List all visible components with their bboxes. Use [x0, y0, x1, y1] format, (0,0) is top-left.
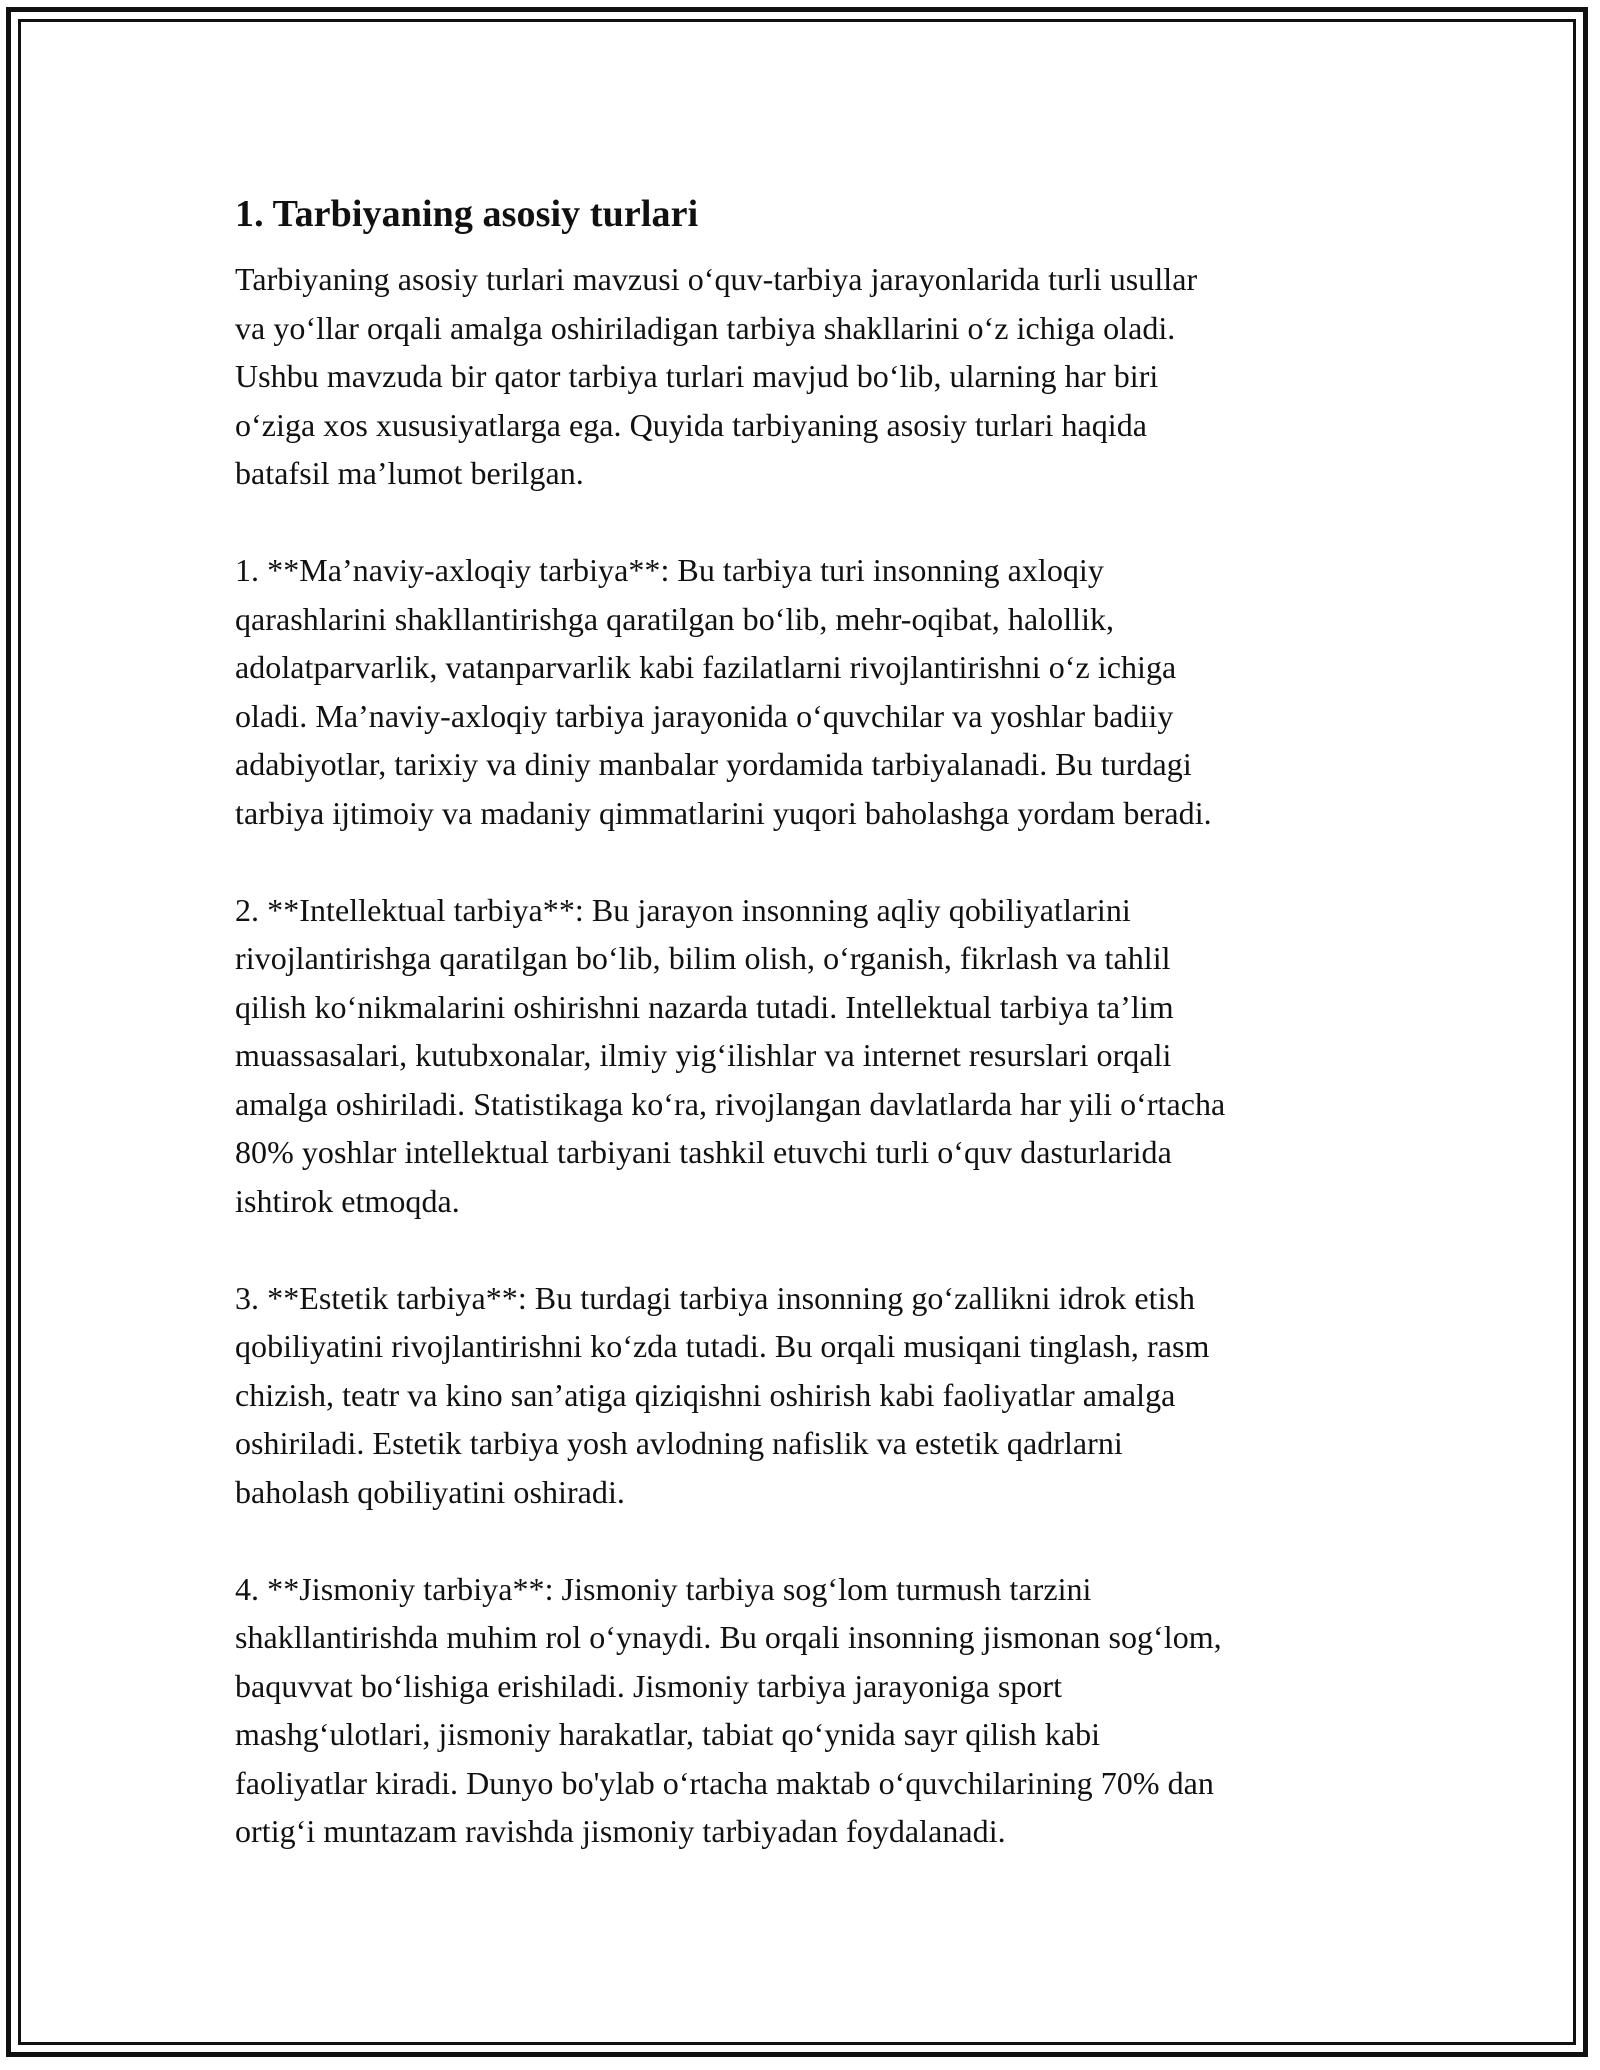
- intro-paragraph: [235, 255, 1375, 498]
- text-line: 4. **Jismoniy tarbiya**: Jismoniy tarbiya sog‘lom turmush tarzini: [235, 1570, 1092, 1607]
- text-line: 1. **Ma’naviy-axloqiy tarbiya**: Bu tarbiya turi insonning axloqiy: [235, 552, 1104, 588]
- text-line: oshiriladi. Estetik tarbiya yosh avlodning nafislik va estetik qadrlarni: [235, 1425, 1123, 1461]
- text-line: rivojlantirishga qaratilgan bo‘lib, bilim olish, o‘rganish, fikrlash va tahlil: [235, 940, 1171, 976]
- text-line: qilish ko‘nikmalarini oshirishni nazarda tutadi. Intellektual tarbiya ta’lim: [235, 988, 1174, 1025]
- text-line: tarbiya ijtimoiy va madaniy qimmatlarini yuqori baholashga yordam beradi.: [235, 794, 1212, 831]
- section-title: 1. Tarbiyaning asosiy turlari: [235, 193, 699, 235]
- text-line: qarashlarini shakllantirishga qaratilgan bo‘lib, mehr-oqibat, halollik,: [235, 600, 1115, 637]
- text-line: o‘ziga xos xususiyatlarga ega. Quyida tarbiyaning asosiy turlari haqida: [235, 406, 1148, 443]
- text-line: baquvvat bo‘lishiga erishiladi. Jismoniy tarbiya jarayoniga sport: [235, 1667, 1063, 1704]
- text-line: oladi. Ma’naviy-axloqiy tarbiya jarayonida o‘quvchilar va yoshlar badiiy: [235, 697, 1174, 734]
- text-line: mashg‘ulotlari, jismoniy harakatlar, tabiat qo‘ynida sayr qilish kabi: [235, 1716, 1101, 1752]
- document-body: [235, 185, 1375, 1856]
- text-line: Tarbiyaning asosiy turlari mavzusi o‘quv-tarbiya jarayonlarida turli usullar: [235, 261, 1198, 297]
- paragraph-intellektual: [235, 886, 1375, 1226]
- text-line: 3. **Estetik tarbiya**: Bu turdagi tarbiya insonning go‘zallikni idrok etish: [235, 1279, 1196, 1316]
- text-line: 2. **Intellektual tarbiya**: Bu jarayon insonning aqliy qobiliyatlarini: [235, 891, 1131, 928]
- text-line: faoliyatlar kiradi. Dunyo bo'ylab o‘rtacha maktab o‘quvchilarining 70% dan: [235, 1764, 1214, 1801]
- text-line: chizish, teatr va kino san’atiga qiziqishni oshirish kabi faoliyatlar amalga: [235, 1376, 1176, 1413]
- paragraph-estetik: [235, 1274, 1375, 1517]
- text-line: muassasalari, kutubxonalar, ilmiy yig‘ilishlar va internet resurslari orqali: [235, 1037, 1172, 1073]
- text-line: ortig‘i muntazam ravishda jismoniy tarbiyadan foydalanadi.: [235, 1813, 1006, 1849]
- paragraph-jismoniy: [235, 1565, 1375, 1856]
- text-line: adabiyotlar, tarixiy va diniy manbalar yordamida tarbiyalanadi. Bu turdagi: [235, 746, 1192, 782]
- text-line: adolatparvarlik, vatanparvarlik kabi fazilatlarni rivojlantirishni o‘z ichiga: [235, 649, 1177, 685]
- text-line: baholash qobiliyatini oshiradi.: [235, 1473, 625, 1510]
- text-line: qobiliyatini rivojlantirishni ko‘zda tutadi. Bu orqali musiqani tinglash, rasm: [235, 1328, 1210, 1364]
- text-line: 80% yoshlar intellektual tarbiyani tashkil etuvchi turli o‘quv dasturlarida: [235, 1134, 1172, 1170]
- text-line: batafsil ma’lumot berilgan.: [235, 455, 584, 491]
- text-line: ishtirok etmoqda.: [235, 1182, 460, 1219]
- text-line: Ushbu mavzuda bir qator tarbiya turlari mavjud bo‘lib, ularning har biri: [235, 358, 1159, 394]
- text-line: amalga oshiriladi. Statistikaga ko‘ra, rivojlangan davlatlarda har yili o‘rtacha: [235, 1085, 1226, 1122]
- text-line: va yo‘llar orqali amalga oshiriladigan tarbiya shakllarini o‘z ichiga oladi.: [235, 309, 1176, 346]
- paragraph-manaviy-axloqiy: [235, 546, 1375, 837]
- text-line: shakllantirishda muhim rol o‘ynaydi. Bu orqali insonning jismonan sog‘lom,: [235, 1619, 1222, 1655]
